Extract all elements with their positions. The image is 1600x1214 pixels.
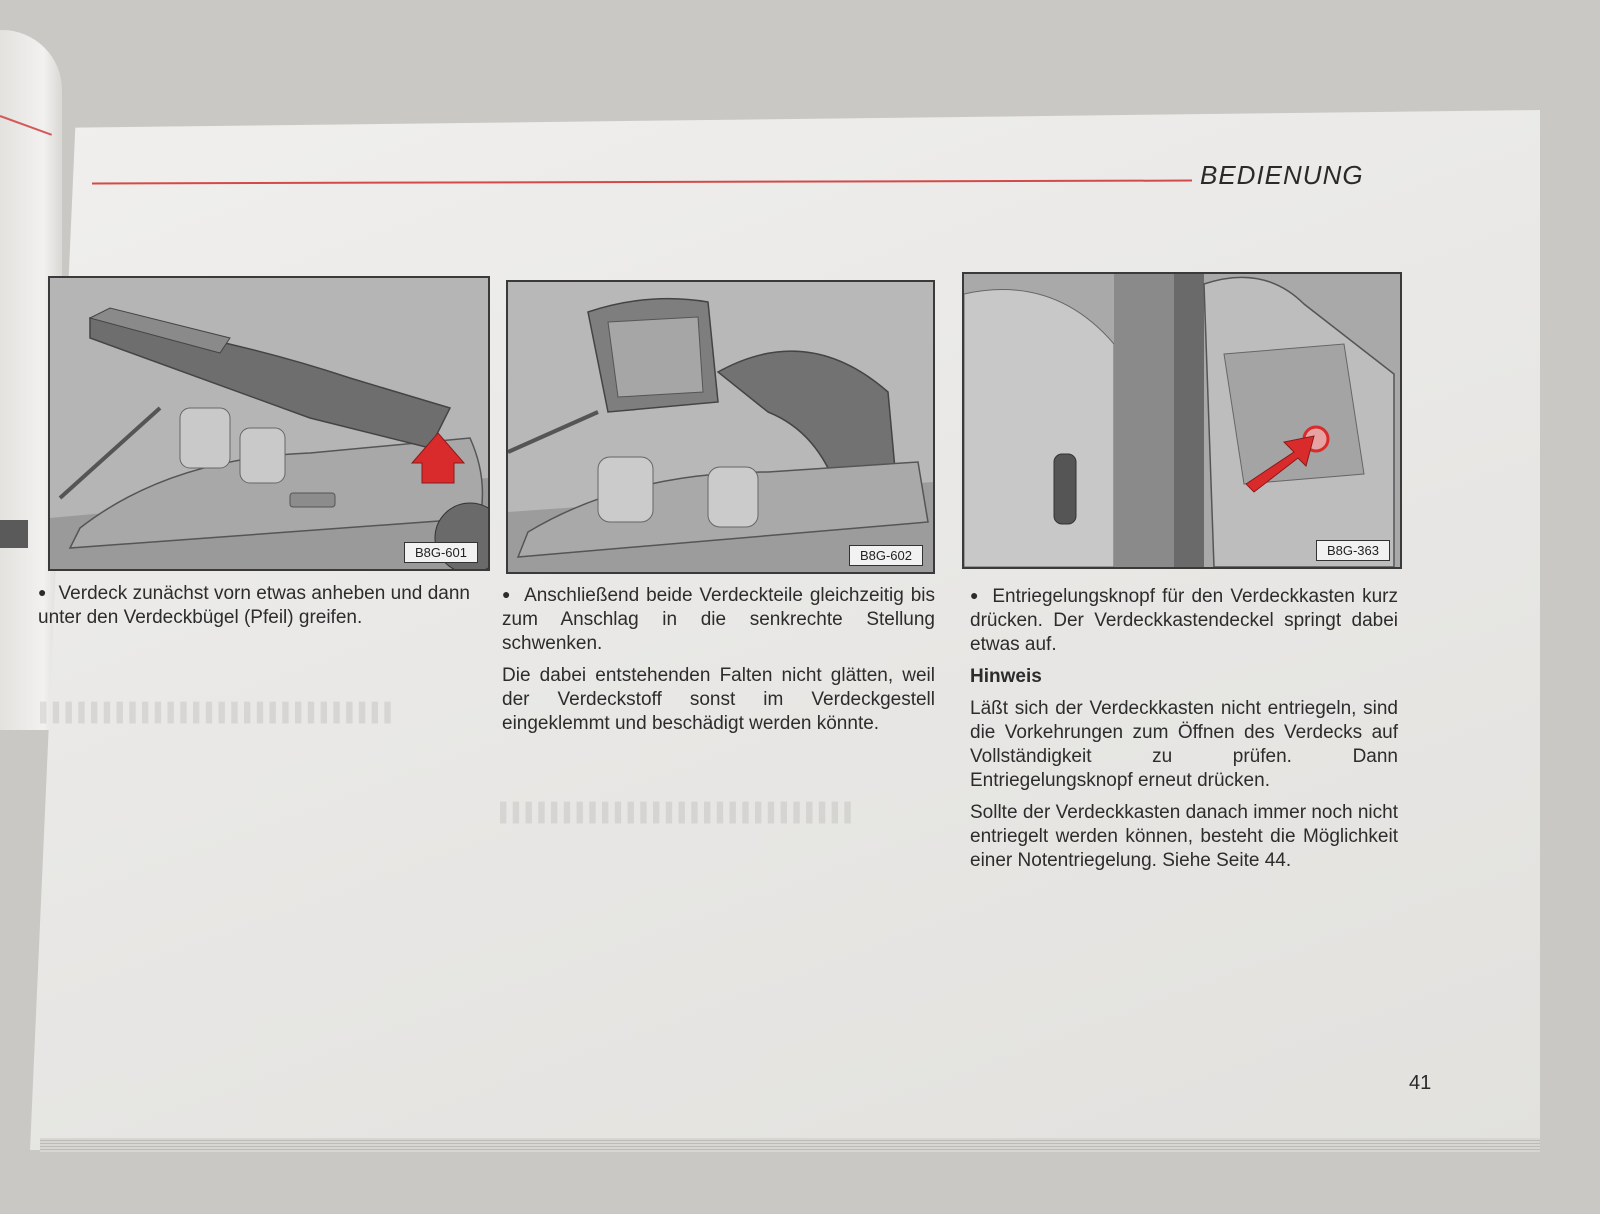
instruction-bullet: ● Entriegelungsknopf für den Verdeckkasten kurz drücken. Der Verdeckkastendeckel springt dabei etwas auf. [970, 585, 1398, 657]
figure-roof-vertical [506, 280, 935, 574]
convertible-illustration [50, 278, 488, 569]
figure-unlock-button [962, 272, 1402, 569]
hinweis-paragraph-1: Läßt sich der Verdeckkasten nicht entriegeln, sind die Vorkehrungen zum Öffnen des Verdecks auf Vollständigkeit zu prüfen. Dann Entriegelungsknopf erneut drücken. [970, 698, 1398, 791]
page-stack-edge [40, 1138, 1540, 1152]
text-column-1 [38, 582, 470, 638]
text-column-2 [502, 584, 935, 744]
previous-page-rule [0, 115, 52, 136]
hinweis-paragraph-2: Sollte der Verdeckkasten danach immer noch nicht entriegelt werden können, besteht die Möglichkeit einer Notentriegelung. Siehe Seite 44. [970, 802, 1398, 871]
figure-code: B8G-363 [1316, 540, 1390, 561]
figure-roof-lift-front [48, 276, 490, 571]
page-number: 41 [1409, 1072, 1432, 1094]
show-through-text: ▌▌▌▌▌▌▌▌▌▌▌▌▌▌▌▌▌▌▌▌▌▌▌▌▌▌▌▌ [500, 802, 858, 822]
hinweis-heading: Hinweis [970, 666, 1042, 687]
figure-code: B8G-601 [404, 542, 478, 563]
section-title: BEDIENUNG [1200, 160, 1364, 190]
instruction-bullet: ● Anschließend beide Verdeckteile gleichzeitig bis zum Anschlag in die senkrechte Stellung schwenken. [502, 584, 935, 656]
figure-code: B8G-602 [849, 545, 923, 566]
instruction-paragraph: Die dabei entstehenden Falten nicht glätten, weil der Verdeckstoff sonst im Verdeckgestell eingeklemmt und beschädigt werden könnte. [502, 665, 935, 734]
previous-page-tab [0, 520, 28, 548]
interior-illustration [964, 274, 1400, 567]
text-column-3 [970, 585, 1398, 881]
show-through-text: ▌▌▌▌▌▌▌▌▌▌▌▌▌▌▌▌▌▌▌▌▌▌▌▌▌▌▌▌ [40, 702, 398, 722]
instruction-bullet: ● Verdeck zunächst vorn etwas anheben und dann unter den Verdeckbügel (Pfeil) greifen. [38, 582, 470, 630]
convertible-raised-illustration [508, 282, 933, 572]
